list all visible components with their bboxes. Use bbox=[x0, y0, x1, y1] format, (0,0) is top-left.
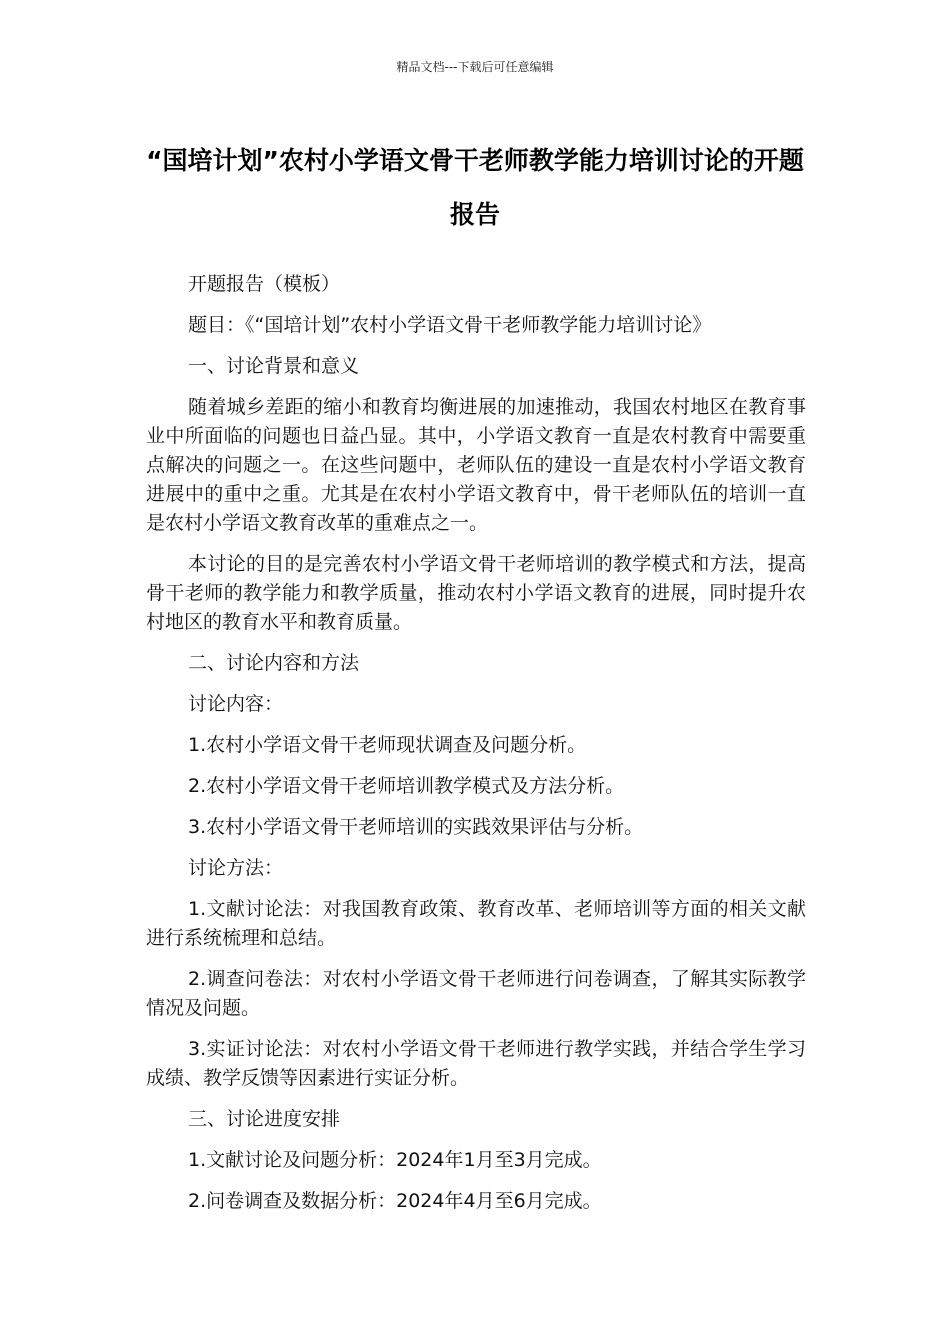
subheading-method: 讨论方法： bbox=[188, 857, 284, 879]
paragraph-purpose: 本讨论的目的是完善农村小学语文骨干老师培训的教学模式和方法，提高骨干老师的教学能力和教学质量，推动农村小学语文教育的进展，同时提升农村地区的教育水平和教育质量。 bbox=[146, 553, 806, 633]
paragraph-background: 随着城乡差距的缩小和教育均衡进展的加速推动，我国农村地区在教育事业中所面临的问题也日益凸显。其中，小学语文教育一直是农村教育中需要重点解决的问题之一。在这些问题中，老师队伍的建设一直是农村小学语文教育进展中的重中之重。尤其是在农村小学语文教育中，骨干老师队伍的培训一直是农村小学语文教育改革的重难点之一。 bbox=[146, 396, 806, 534]
method-item-1: 1.文献讨论法：对我国教育政策、教育改革、老师培训等方面的相关文献进行系统梳理和总结。 bbox=[146, 898, 806, 949]
section-heading-background: 一、讨论背景和意义 bbox=[188, 355, 360, 377]
method-item-3: 3.实证讨论法：对农村小学语文骨干老师进行教学实践，并结合学生学习成绩、教学反馈等因素进行实证分析。 bbox=[146, 1038, 806, 1089]
paragraph-topic: 题目：《“国培计划”农村小学语文骨干老师教学能力培训讨论》 bbox=[188, 314, 712, 336]
page-header-note: 精品文档---下载后可任意编辑 bbox=[396, 60, 554, 74]
document-body bbox=[146, 270, 806, 1228]
document-title: “国培计划”农村小学语文骨干老师教学能力培训讨论的开题报告 bbox=[146, 146, 804, 229]
section-heading-schedule: 三、讨论进度安排 bbox=[188, 1108, 341, 1130]
section-heading-content-method: 二、讨论内容和方法 bbox=[188, 652, 360, 674]
content-item-2: 2.农村小学语文骨干老师培训教学模式及方法分析。 bbox=[188, 775, 625, 797]
paragraph-template-label: 开题报告（模板） bbox=[188, 273, 341, 295]
schedule-item-2: 2.问卷调查及数据分析：2024年4月至6月完成。 bbox=[188, 1190, 602, 1212]
content-item-3: 3.农村小学语文骨干老师培训的实践效果评估与分析。 bbox=[188, 816, 644, 838]
schedule-item-1: 1.文献讨论及问题分析：2024年1月至3月完成。 bbox=[188, 1149, 602, 1171]
method-item-2: 2.调查问卷法：对农村小学语文骨干老师进行问卷调查，了解其实际教学情况及问题。 bbox=[146, 968, 806, 1019]
subheading-content: 讨论内容： bbox=[188, 693, 284, 715]
content-item-1: 1.农村小学语文骨干老师现状调查及问题分析。 bbox=[188, 734, 587, 756]
